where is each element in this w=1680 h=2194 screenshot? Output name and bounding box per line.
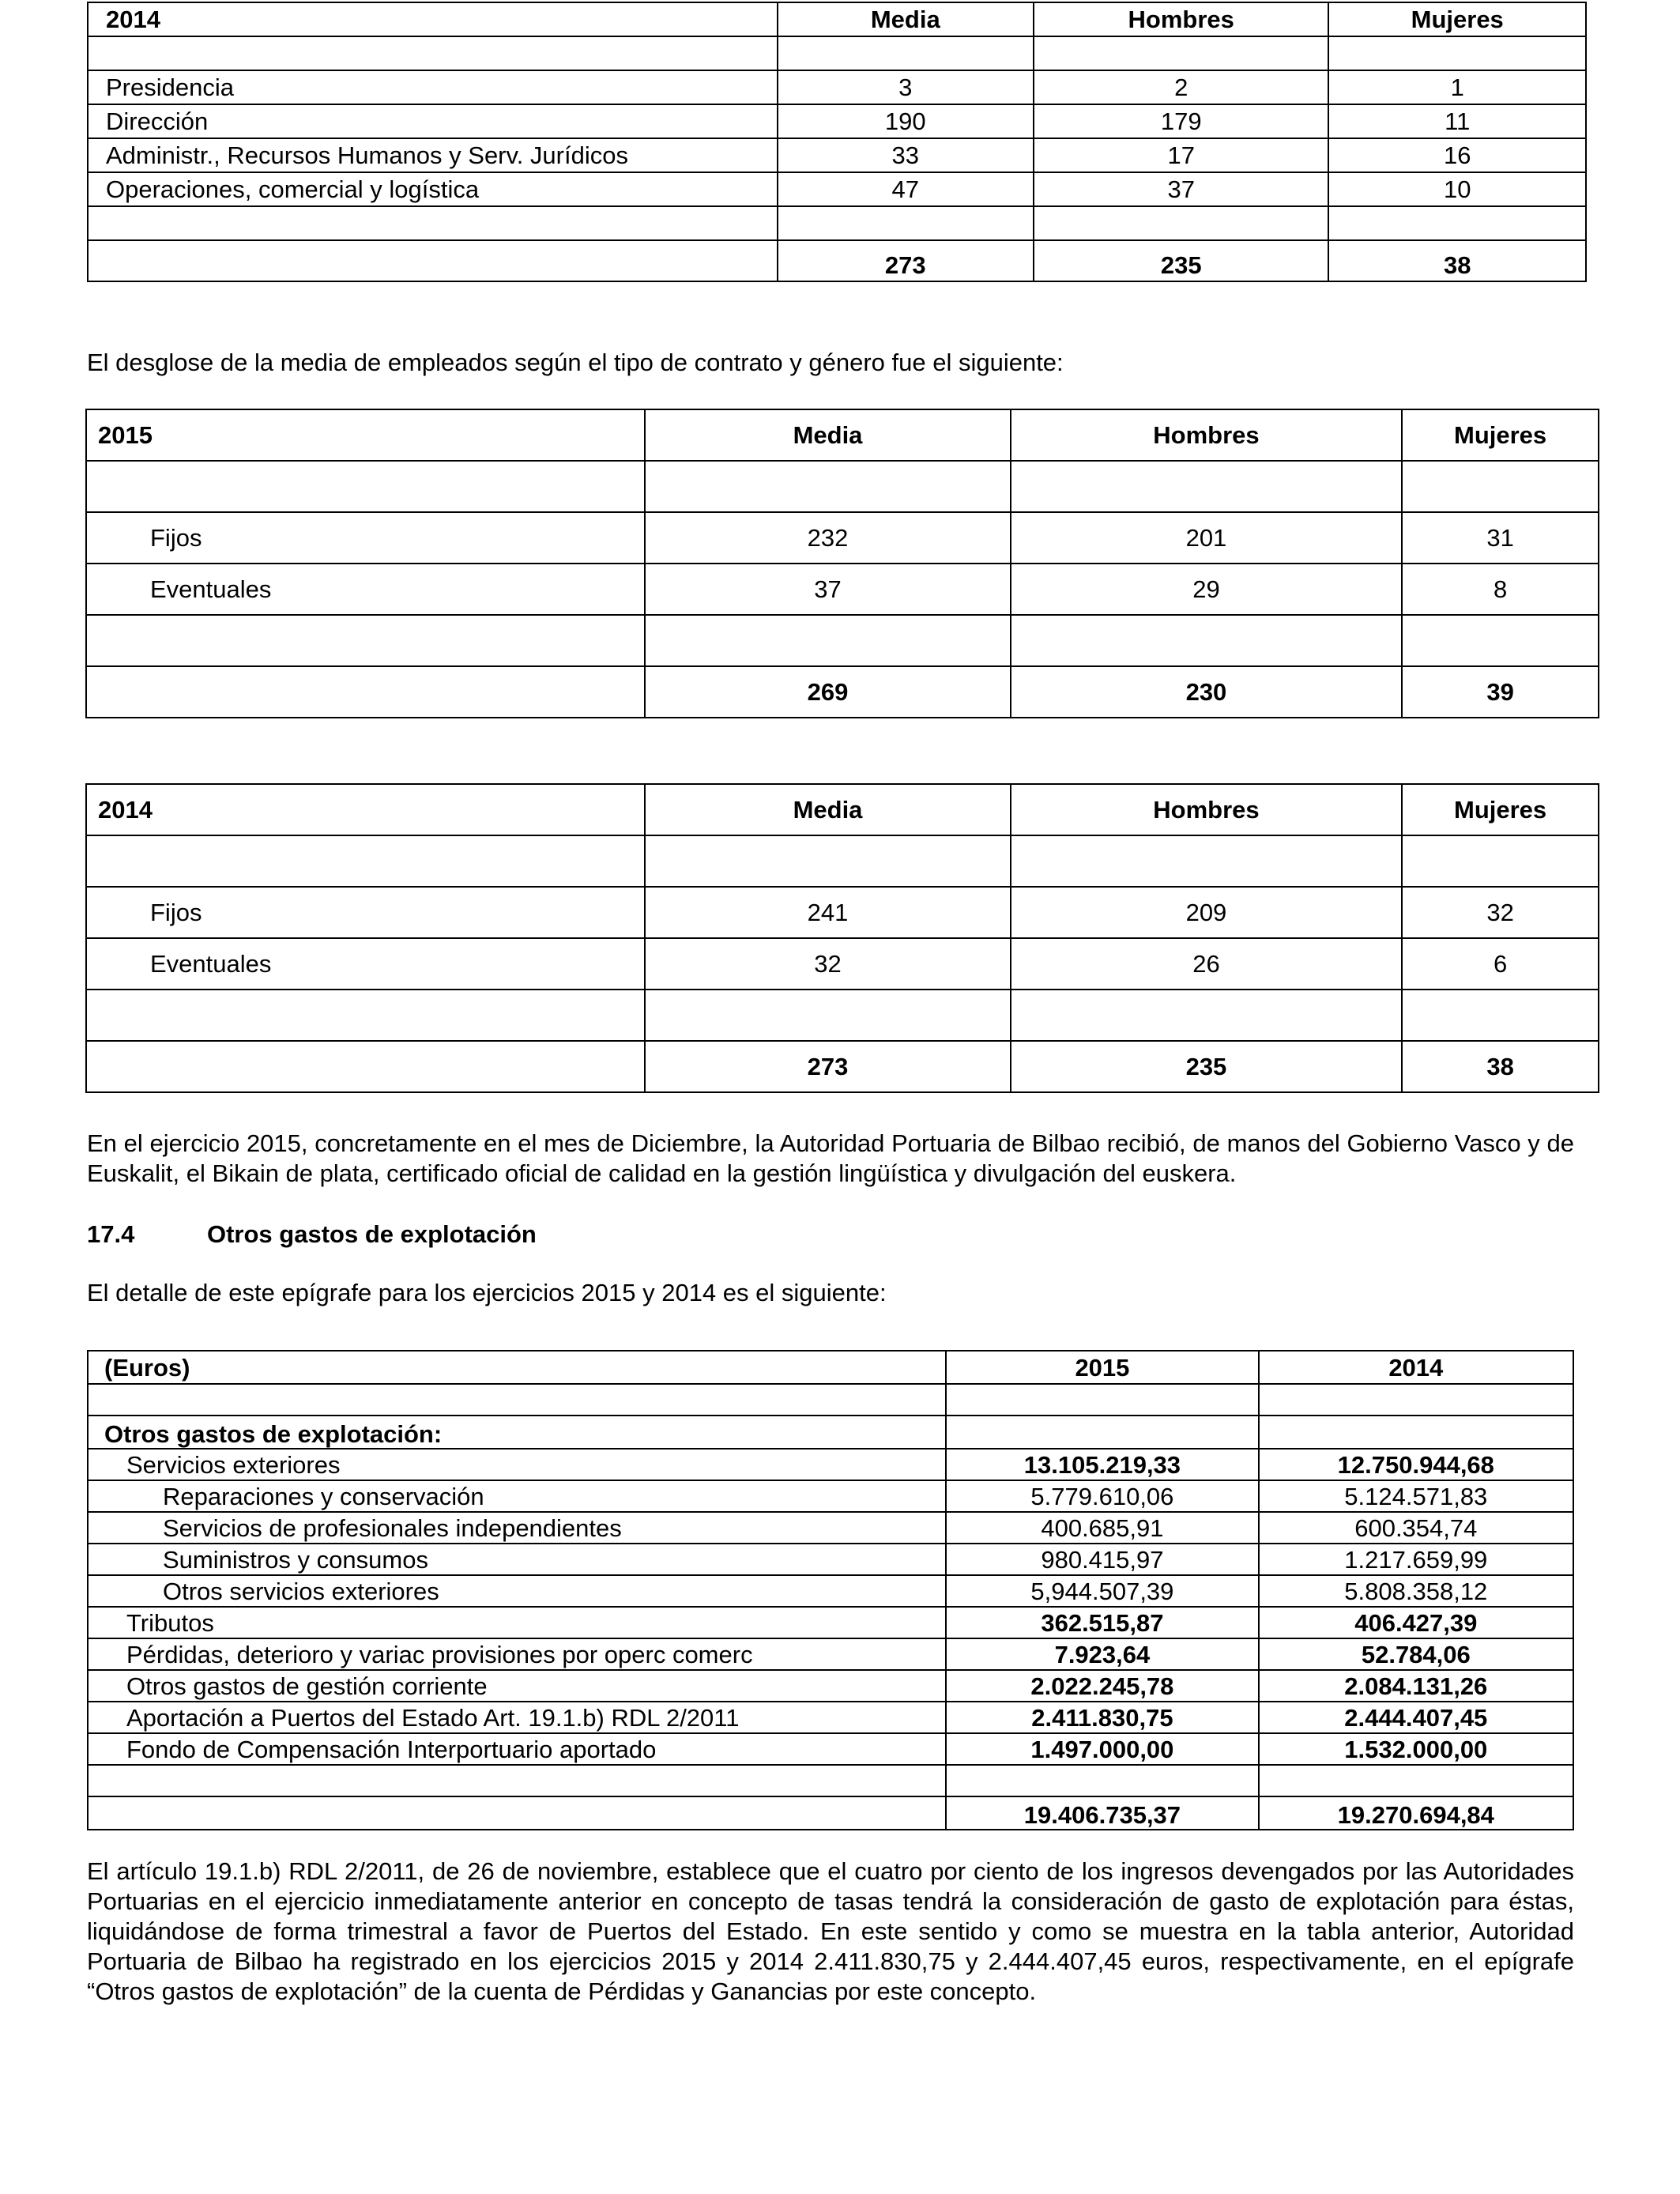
cell-mujeres: 6 bbox=[1402, 938, 1599, 990]
cell-2015: 400.685,91 bbox=[946, 1512, 1258, 1544]
row-label: Reparaciones y conservación bbox=[88, 1480, 946, 1512]
total-hombres: 235 bbox=[1034, 240, 1328, 281]
table-row bbox=[88, 172, 1586, 206]
articulo-paragraph: El artículo 19.1.b) RDL 2/2011, de 26 de noviembre, establece que el cuatro por ciento de los ingresos devengados por las Autoridades Portuarias en el ejercicio inmediatamente anterior en concepto de tasas tendrá la consideración de gasto de explotación para éstas, liquidándose de forma trimestral a favor de Puertos del Estado. En este sentido y como se muestra en la tabla anterior, Autoridad Portuaria de Bilbao ha registrado en los ejercicios 2015 y 2014 2.411.830,75 y 2.444.407,45 euros, respectivamente, en el epígrafe “Otros gastos de explotación” de la cuenta de Pérdidas y Ganancias por este concepto. bbox=[87, 1857, 1574, 2005]
empty-row bbox=[88, 206, 1586, 240]
table-row bbox=[88, 1670, 1573, 1702]
empty-row bbox=[86, 461, 1599, 512]
cell-2015: 362.515,87 bbox=[946, 1607, 1258, 1638]
row-label: Fijos bbox=[86, 512, 645, 564]
total-mujeres: 39 bbox=[1402, 666, 1599, 718]
table-row bbox=[88, 70, 1586, 104]
table-row bbox=[88, 1512, 1573, 1544]
header-media: Media bbox=[645, 409, 1010, 461]
cell-mujeres: 1 bbox=[1328, 70, 1586, 104]
table-header-row bbox=[86, 784, 1599, 835]
header-mujeres: Mujeres bbox=[1402, 784, 1599, 835]
total-media: 273 bbox=[645, 1041, 1010, 1092]
header-year: 2014 bbox=[86, 784, 645, 835]
bikain-paragraph: En el ejercicio 2015, concretamente en el mes de Diciembre, la Autoridad Portuaria de Bilbao recibió, de manos del Gobierno Vasco y de Euskalit, el Bikain de plata, certificado oficial de calidad en la gestión lingüística y divulgación del euskera. bbox=[87, 1129, 1574, 1187]
empty-row bbox=[86, 990, 1599, 1041]
cell-hombres: 179 bbox=[1034, 104, 1328, 138]
row-label: Operaciones, comercial y logística bbox=[88, 172, 778, 206]
cell-media: 3 bbox=[778, 70, 1034, 104]
header-year: 2015 bbox=[86, 409, 645, 461]
cell-hombres: 17 bbox=[1034, 138, 1328, 172]
cell-2015: 7.923,64 bbox=[946, 1638, 1258, 1670]
table-row bbox=[88, 1607, 1573, 1638]
table-row bbox=[86, 512, 1599, 564]
total-media: 269 bbox=[645, 666, 1010, 718]
row-label: Presidencia bbox=[88, 70, 778, 104]
cell-2014: 600.354,74 bbox=[1259, 1512, 1573, 1544]
intro-gastos-text: El detalle de este epígrafe para los ejercicios 2015 y 2014 es el siguiente: bbox=[87, 1279, 887, 1306]
total-row bbox=[86, 666, 1599, 718]
cell-2015: 5.779.610,06 bbox=[946, 1480, 1258, 1512]
cell-mujeres: 16 bbox=[1328, 138, 1586, 172]
cell-2014: 406.427,39 bbox=[1259, 1607, 1573, 1638]
header-hombres: Hombres bbox=[1034, 2, 1328, 36]
table-header-row bbox=[86, 409, 1599, 461]
cell-2014: 1.217.659,99 bbox=[1259, 1544, 1573, 1575]
total-hombres: 230 bbox=[1011, 666, 1402, 718]
cell-2015: 1.497.000,00 bbox=[946, 1733, 1258, 1765]
cell-hombres: 2 bbox=[1034, 70, 1328, 104]
empty-row bbox=[86, 835, 1599, 887]
header-mujeres: Mujeres bbox=[1402, 409, 1599, 461]
total-row bbox=[88, 240, 1586, 281]
table-row bbox=[86, 938, 1599, 990]
cell-2015: 13.105.219,33 bbox=[946, 1449, 1258, 1480]
total-2015: 19.406.735,37 bbox=[946, 1796, 1258, 1830]
cell-2014: 1.532.000,00 bbox=[1259, 1733, 1573, 1765]
cell-media: 32 bbox=[645, 938, 1010, 990]
cell-mujeres: 8 bbox=[1402, 564, 1599, 615]
row-label: Administr., Recursos Humanos y Serv. Jurídicos bbox=[88, 138, 778, 172]
table-2014-departments bbox=[87, 2, 1587, 282]
header-euros: (Euros) bbox=[88, 1351, 946, 1384]
cell-media: 47 bbox=[778, 172, 1034, 206]
cell-hombres: 26 bbox=[1011, 938, 1402, 990]
total-mujeres: 38 bbox=[1328, 240, 1586, 281]
cell-2014: 2.084.131,26 bbox=[1259, 1670, 1573, 1702]
cell-2015: 2.411.830,75 bbox=[946, 1702, 1258, 1733]
cell-hombres: 209 bbox=[1011, 887, 1402, 938]
section-title: Otros gastos de explotación bbox=[207, 1220, 537, 1248]
table-row bbox=[88, 1575, 1573, 1607]
empty-row bbox=[88, 1765, 1573, 1796]
total-mujeres: 38 bbox=[1402, 1041, 1599, 1092]
cell-2015: 980.415,97 bbox=[946, 1544, 1258, 1575]
cell-media: 33 bbox=[778, 138, 1034, 172]
table-row bbox=[88, 1733, 1573, 1765]
cell-2014: 2.444.407,45 bbox=[1259, 1702, 1573, 1733]
row-label: Otros gastos de gestión corriente bbox=[88, 1670, 946, 1702]
empty-row bbox=[88, 1384, 1573, 1416]
row-label: Servicios de profesionales independientes bbox=[88, 1512, 946, 1544]
row-label: Fondo de Compensación Interportuario aportado bbox=[88, 1733, 946, 1765]
total-row bbox=[88, 1796, 1573, 1830]
table-row bbox=[88, 1480, 1573, 1512]
row-label: Pérdidas, deterioro y variac provisiones por operc comerc bbox=[88, 1638, 946, 1670]
row-label: Eventuales bbox=[86, 938, 645, 990]
empty-row bbox=[86, 615, 1599, 666]
cell-media: 37 bbox=[645, 564, 1010, 615]
total-row bbox=[86, 1041, 1599, 1092]
cell-mujeres: 11 bbox=[1328, 104, 1586, 138]
cell-mujeres: 10 bbox=[1328, 172, 1586, 206]
row-label: Aportación a Puertos del Estado Art. 19.1.b) RDL 2/2011 bbox=[88, 1702, 946, 1733]
cell-2014: 52.784,06 bbox=[1259, 1638, 1573, 1670]
intro-contract-text: El desglose de la media de empleados según el tipo de contrato y género fue el siguiente: bbox=[87, 349, 1064, 376]
cell-hombres: 29 bbox=[1011, 564, 1402, 615]
row-label: Dirección bbox=[88, 104, 778, 138]
table-header-row bbox=[88, 1351, 1573, 1384]
cell-media: 190 bbox=[778, 104, 1034, 138]
total-2014: 19.270.694,84 bbox=[1259, 1796, 1573, 1830]
cell-2015: 2.022.245,78 bbox=[946, 1670, 1258, 1702]
table-row bbox=[88, 138, 1586, 172]
cell-2014: 12.750.944,68 bbox=[1259, 1449, 1573, 1480]
total-media: 273 bbox=[778, 240, 1034, 281]
table-row bbox=[88, 1638, 1573, 1670]
header-2015: 2015 bbox=[946, 1351, 1258, 1384]
section-heading bbox=[87, 1220, 537, 1249]
cell-2014: 5.808.358,12 bbox=[1259, 1575, 1573, 1607]
table-header-row bbox=[88, 2, 1586, 36]
row-label: Servicios exteriores bbox=[88, 1449, 946, 1480]
cell-mujeres: 32 bbox=[1402, 887, 1599, 938]
group-label: Otros gastos de explotación: bbox=[88, 1416, 946, 1449]
group-row bbox=[88, 1416, 1573, 1449]
row-label: Otros servicios exteriores bbox=[88, 1575, 946, 1607]
table-row bbox=[88, 104, 1586, 138]
row-label: Suministros y consumos bbox=[88, 1544, 946, 1575]
table-row bbox=[86, 564, 1599, 615]
header-mujeres: Mujeres bbox=[1328, 2, 1586, 36]
total-hombres: 235 bbox=[1011, 1041, 1402, 1092]
table-2014-contract bbox=[85, 783, 1599, 1093]
row-label: Eventuales bbox=[86, 564, 645, 615]
header-hombres: Hombres bbox=[1011, 784, 1402, 835]
header-hombres: Hombres bbox=[1011, 409, 1402, 461]
section-number: 17.4 bbox=[87, 1220, 135, 1248]
header-2014: 2014 bbox=[1259, 1351, 1573, 1384]
header-year: 2014 bbox=[88, 2, 778, 36]
table-2015-contract bbox=[85, 409, 1599, 718]
cell-media: 232 bbox=[645, 512, 1010, 564]
table-row bbox=[88, 1702, 1573, 1733]
table-row bbox=[88, 1449, 1573, 1480]
table-otros-gastos bbox=[87, 1350, 1574, 1830]
cell-hombres: 201 bbox=[1011, 512, 1402, 564]
header-media: Media bbox=[645, 784, 1010, 835]
cell-media: 241 bbox=[645, 887, 1010, 938]
cell-mujeres: 31 bbox=[1402, 512, 1599, 564]
empty-row bbox=[88, 36, 1586, 70]
cell-2014: 5.124.571,83 bbox=[1259, 1480, 1573, 1512]
row-label: Tributos bbox=[88, 1607, 946, 1638]
cell-hombres: 37 bbox=[1034, 172, 1328, 206]
header-media: Media bbox=[778, 2, 1034, 36]
row-label: Fijos bbox=[86, 887, 645, 938]
table-row bbox=[86, 887, 1599, 938]
cell-2015: 5,944.507,39 bbox=[946, 1575, 1258, 1607]
table-row bbox=[88, 1544, 1573, 1575]
